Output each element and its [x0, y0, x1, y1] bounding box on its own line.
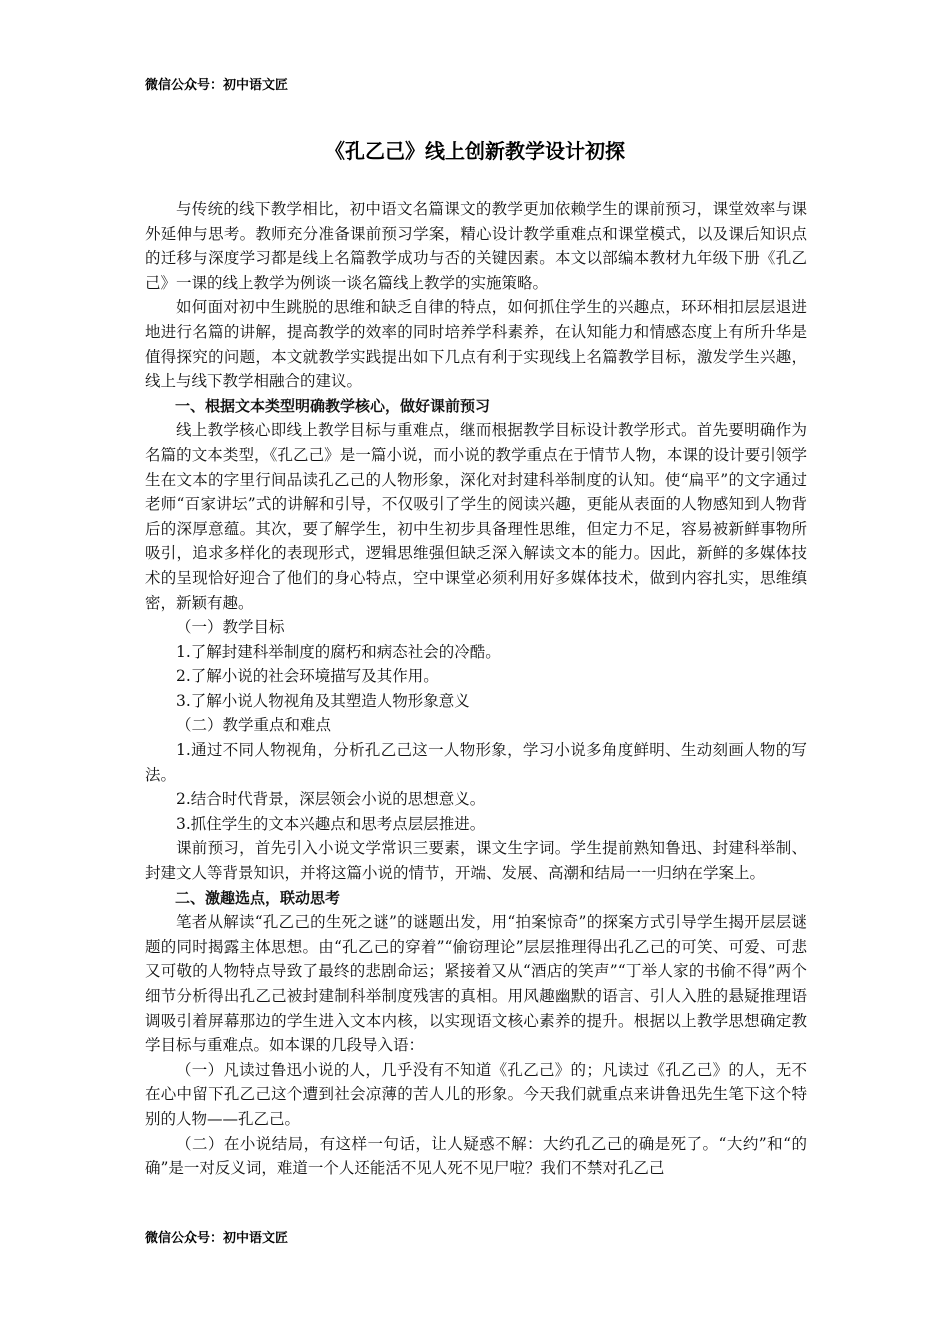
paragraph-preview: 课前预习，首先引入小说文学常识三要素，课文生字词。学生提前熟知鲁迅、封建科举制、封建文人等背景知识，并将这篇小说的情节，开端、发展、高潮和结局一一归纳在学案上。 — [145, 839, 807, 883]
header-note: 微信公众号：初中语文匠 — [145, 78, 289, 93]
subheading-key-points: （二）教学重点和难点 — [176, 716, 332, 735]
paragraph-section-1: 线上教学核心即线上教学目标与重难点，继而根据教学目标设计教学形式。首先要明确作为名篇的文本类型，《孔乙己》是一篇小说，而小说的教学重点在于情节人物，本课的设计要引领学生在文本的字里行间品读孔乙己的人物形象，深化对封建科举制度的认知。使“扁平”的文字通过老师“百家讲坛”式的讲解和引导，不仅吸引了学生的阅读兴趣，更能从表面的人物感知到人物背后的深厚意蕴。其次，要了解学生，初中生初步具备理性思维，但定力不足，容易被新鲜事物所吸引，追求多样化的表现形式，逻辑思维强但缺乏深入解读文本的能力。因此，新鲜的多媒体技术的呈现恰好迎合了他们的身心特点，空中课堂必须利用好多媒体技术，做到内容扎实，思维缜密，新颖有趣。 — [145, 421, 807, 612]
footer-note: 微信公众号：初中语文匠 — [145, 1231, 289, 1246]
section-heading-2: 二、激趣选点，联动思考 — [175, 888, 341, 907]
key-point-2: 2.结合时代背景，深层领会小说的思想意义。 — [176, 790, 486, 809]
paragraph-intro-2: 如何面对初中生跳脱的思维和缺乏自律的特点，如何抓住学生的兴趣点，环环相扣层层退进地进行名篇的讲解，提高教学的效率的同时培养学科素养，在认知能力和情感态度上有所升华是值得探究的问题，本文就教学实践提出如下几点有利于实现线上名篇教学目标，激发学生兴趣，线上与线下教学相融合的建议。 — [145, 298, 807, 391]
goal-item-2: 2.了解小说的社会环境描写及其作用。 — [176, 667, 439, 686]
section-heading-1: 一、根据文本类型明确教学核心，做好课前预习 — [175, 396, 491, 415]
paragraph-section-2: 笔者从解读“孔乙己的生死之谜”的谜题出发，用“拍案惊奇”的探案方式引导学生揭开层层谜题的同时揭露主体思想。由“孔乙己的穿着”“偷窃理论”层层推理得出孔乙己的可笑、可爱、可悲又可敬的人物特点导致了最终的悲剧命运；紧接着又从“酒店的笑声”“丁举人家的书偷不得”两个细节分析得出孔乙己被封建制科举制度残害的真相。用风趣幽默的语言、引人入胜的悬疑推理语调吸引着屏幕那边的学生进入文本内核，以实现语文核心素养的提升。根据以上教学思想确定教学目标与重难点。如本课的几段导入语： — [145, 913, 807, 1055]
goal-item-1: 1.了解封建科举制度的腐朽和病态社会的冷酷。 — [176, 642, 501, 661]
key-point-1: 1.通过不同人物视角，分析孔乙己这一人物形象，学习小说多角度鲜明、生动刻画人物的写法。 — [145, 741, 807, 784]
key-point-3: 3.抓住学生的文本兴趣点和思考点层层推进。 — [176, 814, 486, 833]
intro-example-2: （二）在小说结局，有这样一句话，让人疑惑不解：大约孔乙己的确是死了。“大约”和“的确”是一对反义词，难道一个人还能活不见人死不见尸啦？我们不禁对孔乙己 — [145, 1134, 807, 1178]
document-title: 《孔乙己》线上创新教学设计初探 — [325, 139, 625, 163]
subheading-goals: （一）教学目标 — [176, 618, 285, 637]
document-body — [145, 197, 807, 1181]
intro-example-1: （一）凡读过鲁迅小说的人，几乎没有不知道《孔乙己》的；凡读过《孔乙己》的人，无不在心中留下孔乙己这个遭到社会凉薄的苦人儿的形象。今天我们就重点来讲鲁迅先生笔下这个特别的人物——孔乙己。 — [145, 1060, 807, 1128]
goal-item-3: 3.了解小说人物视角及其塑造人物形象意义 — [176, 691, 470, 710]
paragraph-intro-1: 与传统的线下教学相比，初中语文名篇课文的教学更加依赖学生的课前预习，课堂效率与课外延伸与思考。教师充分准备课前预习学案，精心设计教学重难点和课堂模式，以及课后知识点的迁移与深度学习都是线上名篇教学成功与否的关键因素。本文以部编本教材九年级下册《孔乙己》一课的线上教学为例谈一谈名篇线上教学的实施策略。 — [145, 200, 807, 292]
